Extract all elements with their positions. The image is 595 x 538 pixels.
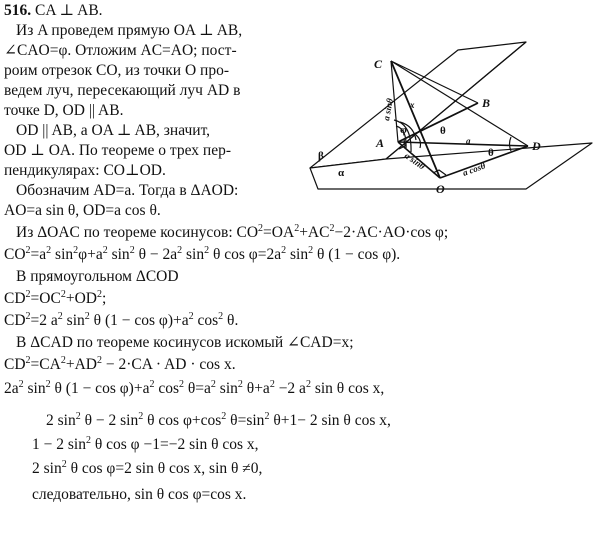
label-D: D [532,139,541,153]
problem-statement: CA ⊥ AB. [35,2,103,19]
label-a: a [466,136,471,146]
label-x: x [410,100,415,110]
label-theta-A: θ [440,125,446,137]
text-line-22: следовательно, sin θ cos φ=cos x. [32,486,247,503]
text-line-15: $CD^2=2$ $a^2$ $\sin^2 \theta$ $(1 - \cos \varphi)+a^2$ $\cos^2 \theta$. [4,311,239,329]
text-line-10: AO=a sin θ, OD=a cos θ. [4,202,161,219]
text-line-3: роим отрезок CO, из точки O про- [4,62,230,79]
text-line-19: 2 $\sin^2 \theta - 2$ $\sin^2 \theta$ $\cos \varphi+\cos^2$ $\theta=\sin^2$ θ+1− 2 sin θ cos x, [46,411,391,429]
arc-theta-A [416,135,421,148]
geometry-figure [308,36,594,202]
label-C: C [374,57,383,71]
problem-number: 516. [4,2,32,19]
label-acos-OD: a cosθ [461,160,487,178]
segment-AD [398,142,528,146]
text-line-4: ведем луч, пересекающий луч AD в [4,82,241,99]
label-A: A [376,136,385,150]
label-alpha: α [338,167,345,179]
label-beta: β [318,150,324,162]
segment-CB [391,61,478,103]
text-line-2: ∠CAO=φ. Отложим AC=AO; пост- [4,42,237,59]
arc-theta-D [510,137,512,151]
problem-header [4,2,103,20]
text-line-7: OD ⊥ OA. По теореме о трех пер- [4,142,231,159]
label-asin-AO: a sinθ [402,150,427,172]
label-O: O [436,182,445,196]
label-theta-D: θ [488,147,494,159]
text-line-1: Из A проведем прямую OA ⊥ AB, [16,22,243,39]
label-B: B [482,96,491,110]
text-line-20: 1 − 2 $\sin^2 \theta$ cos φ −1=−2 sin θ cos x, [32,435,259,453]
plane-alpha [310,143,592,189]
text-line-11: Из ΔOAC по теореме косинусов: $CO^2=OA^2+AC^2-2\cdot AC\cdot AO\cdot\cos$ φ; [16,223,449,241]
text-line-12: $CO^2=a^2$ $\sin^2\varphi+a^2$ $\sin^2 \theta - 2a^2$ $\sin^2 \theta$ $\cos \varphi=2a^2$ $\sin^2 \theta$ (1 − cos φ). [4,245,401,263]
text-line-16: В ΔCAD по теореме косинусов искомый ∠CAD=x; [16,334,354,351]
text-line-18: $2a^2$ $\sin^2 \theta$ $(1 - \cos \varphi)+a^2$ $\cos^2 \theta=a^2$ $\sin^2 \theta+a^2 -2$ $a^2$ sin θ cos x, [4,379,385,397]
label-phi: φ [400,124,407,136]
text-line-17: $CD^2=CA^2+AD^2 - 2\cdot CA$ · AD · cos x. [4,355,236,373]
text-line-5: точке D, OD || AB. [4,102,124,119]
text-line-14: $CD^2=OC^2+OD^2$; [4,289,107,307]
text-line-13: В прямоугольном ΔCOD [16,268,179,285]
text-line-6: OD || AB, а OA ⊥ AB, значит, [16,122,211,139]
text-line-9: Обозначим AD=a. Тогда в ΔAOD: [16,182,239,199]
text-line-21: 2 $\sin^2 \theta$ cos φ=2 sin θ cos x, sin θ ≠0, [32,459,263,477]
text-line-8: пендикулярах: CO⊥OD. [4,162,166,179]
label-asin-CA: a sinθ [381,97,395,122]
